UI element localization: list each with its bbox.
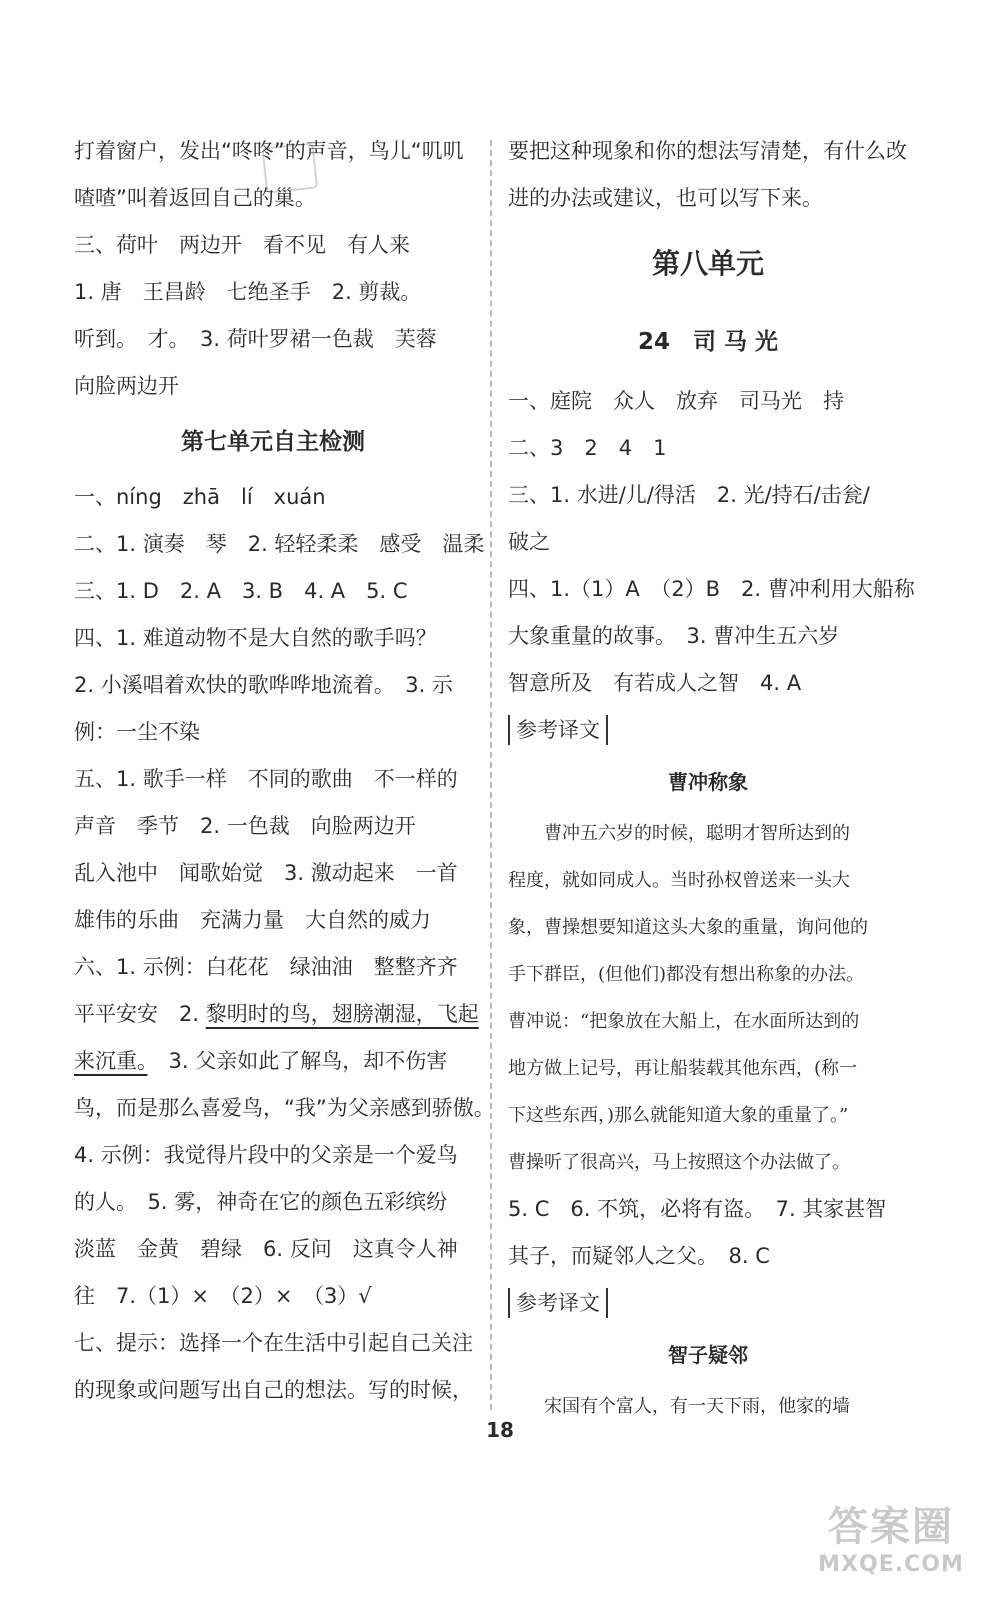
answer-line: 的现象或问题写出自己的想法。写的时候， [74,1378,473,1402]
answer-line: 二、1. 演奏 琴 2. 轻轻柔柔 感受 温柔 [74,532,485,556]
text-segment: 3. 父亲如此了解鸟，却不伤害 [147,1049,448,1073]
answer-line: 大象重量的故事。 3. 曹冲生五六岁 [508,624,840,648]
right-top-text [508,128,908,222]
underlined-sentence: 黎明时的鸟，翅膀潮湿，飞起 [205,1002,479,1026]
watermark-text: 答案圈 [828,1504,954,1550]
answer-line: 鸟，而是那么喜爱鸟，“我”为父亲感到骄傲。 [74,1096,495,1120]
answer-line: 1. 唐 王昌龄 七绝圣手 2. 剪裁。 [74,280,422,304]
lesson-heading: 24 司 马 光 [637,329,779,355]
answer-line: 声音 季节 2. 一色裁 向脸两边开 [74,814,416,838]
unit7-heading: 第七单元自主检测 [181,429,365,455]
answer-line: 打着窗户，发出“咚咚”的声音，鸟儿“叽叽 [74,139,464,163]
translation-line: 曹冲说：“把象放在大船上，在水面所达到的 [508,1011,860,1032]
answer-line: 六、1. 示例：白花花 绿油油 整整齐齐 [74,955,458,979]
right-column [508,128,915,1430]
translation-line: 程度，就如同成人。当时孙权曾送来一头大 [508,870,850,891]
lesson-answers [508,378,915,707]
answer-line: 二、3 2 4 1 [508,436,667,460]
text-segment: 平平安安 2. [74,1002,206,1026]
unit7-q6-line2 [74,991,479,1038]
translation-line: 曹操听了很高兴，马上按照这个办法做了。 [508,1152,850,1173]
translation-title: 曹冲称象 [668,770,748,794]
reference-label-wrap [508,1280,908,1327]
answer-line: 一、庭院 众人 放弃 司马光 持 [508,389,844,413]
translation-title: 智子疑邻 [668,1343,748,1367]
unit8-heading: 第八单元 [651,247,764,280]
translation-line: 地方做上记号，再让船装载其他东西，(称一 [508,1058,858,1079]
answer-line: 淡蓝 金黄 碧绿 6. 反问 这真令人神 [74,1237,458,1261]
answer-line: 进的办法或建议，也可以写下来。 [508,186,823,210]
translation-line: 象，曹操想要知道这头大象的重量，询问他的 [508,917,868,938]
underlined-sentence: 来沉重。 [74,1049,148,1073]
reference-label: 参考译文 [508,715,608,745]
reference-label: 参考译文 [508,1288,608,1318]
answer-line: 4. 示例：我觉得片段中的父亲是一个爱鸟 [74,1143,458,1167]
answer-line: 智意所及 有若成人之智 4. A [508,671,802,695]
answer-line: 七、提示：选择一个在生活中引起自己关注 [74,1331,473,1355]
translation-line: 手下群臣，(但他们)都没有想出称象的办法。 [508,964,865,985]
answer-line: 五、1. 歌手一样 不同的歌曲 不一样的 [74,767,458,791]
translation-text [508,810,908,1186]
answer-line: 其子，而疑邻人之父。 8. C [508,1244,770,1268]
reference-label-wrap [508,707,908,754]
unit7-answers [74,474,485,991]
answer-line: 四、1. 难道动物不是大自然的歌手吗？ [74,626,437,650]
answer-line: 5. C 6. 不筑，必将有盗。 7. 其家甚智 [508,1197,887,1221]
answer-line: 一、níng zhā lí xuán [74,485,326,509]
unit7-answers-rest [74,1085,495,1414]
column-divider [490,140,492,1410]
answer-line: 2. 小溪唱着欢快的歌哗哗地流着。 3. 示 [74,673,453,697]
unit7-q6-line3 [74,1038,472,1085]
answer-line: 三、1. 水进/儿/得活 2. 光/持石/击瓮/ [508,483,870,507]
answer-line: 雄伟的乐曲 充满力量 大自然的威力 [74,908,431,932]
answer-line: 例：一尘不染 [74,720,200,744]
answer-line: 喳喳”叫着返回自己的巢。 [74,186,316,210]
watermark-logo [796,1502,986,1592]
answer-line: 的人。 5. 雾，神奇在它的颜色五彩缤纷 [74,1190,448,1214]
left-column [74,128,495,1414]
answer-line: 听到。 才。 3. 荷叶罗裙一色裁 芙蓉 [74,327,437,351]
translation-line: 曹冲五六岁的时候，聪明才智所达到的 [508,823,850,844]
answer-line: 往 7.（1）× （2）× （3）√ [74,1284,372,1308]
answer-line: 三、1. D 2. A 3. B 4. A 5. C [74,579,408,603]
left-top-answers [74,128,472,410]
answer-line: 要把这种现象和你的想法写清楚，有什么改 [508,139,907,163]
answer-line: 四、1.（1）A （2）B 2. 曹冲利用大船称 [508,577,915,601]
answer-line: 三、荷叶 两边开 看不见 有人来 [74,233,410,257]
answer-line: 破之 [508,530,550,554]
translation-line: 宋国有个富人，有一天下雨，他家的墙 [508,1396,850,1417]
lesson-answers-continued [508,1186,908,1280]
translation-line: 下这些东西，)那么就能知道大象的重量了。” [508,1105,849,1126]
answer-line: 向脸两边开 [74,374,179,398]
page-number: 18 [486,1418,514,1442]
answer-line: 乱入池中 闻歌始觉 3. 激动起来 一首 [74,861,458,885]
watermark-url: MXQE.COM [818,1552,964,1577]
